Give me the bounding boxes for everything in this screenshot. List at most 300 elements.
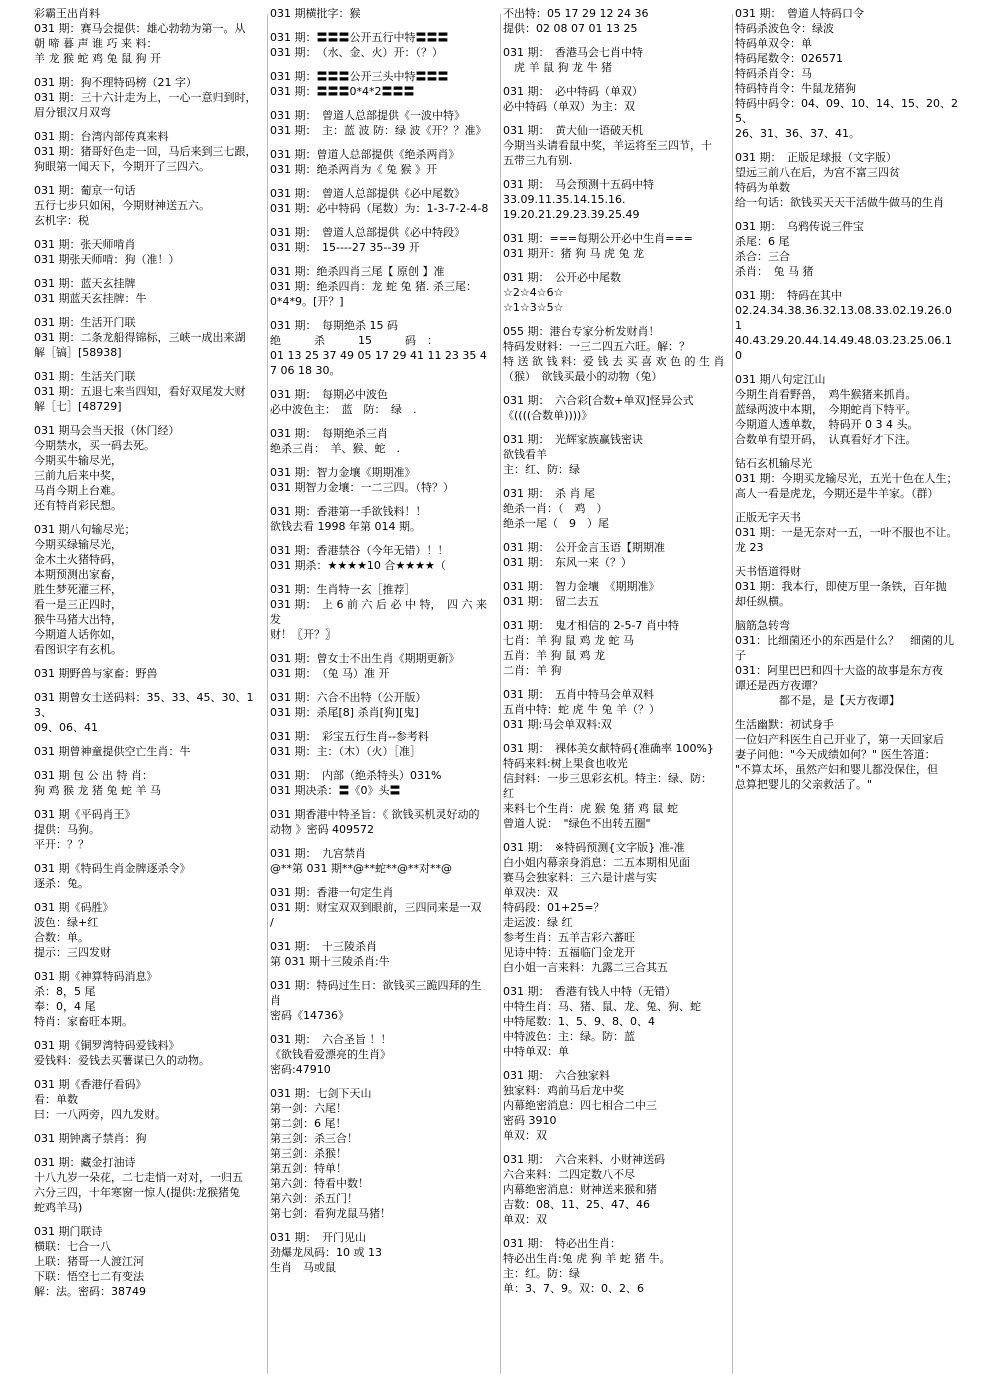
forecast-block	[735, 150, 967, 210]
text-line: 031 期：〓〓〓公开五行中特〓〓〓	[270, 31, 449, 44]
text-line: 吉数：08、11、25、47、46	[503, 1198, 650, 1211]
forecast-block	[270, 186, 498, 216]
text-line: 031 期： 特码在其中	[735, 289, 842, 302]
column-1	[34, 6, 266, 1382]
text-line: 主：红。防：绿	[503, 1267, 580, 1280]
text-line: 031 期张天师啃：狗（准！）	[34, 253, 180, 266]
text-line: 031 期： 六合圣旨 ！！	[270, 1033, 392, 1046]
forecast-block	[503, 687, 731, 732]
forecast-block	[735, 510, 967, 555]
text-line: 031 期决杀：〓《0》头〓	[270, 784, 401, 797]
text-line: 三前九后来中奖，	[34, 469, 122, 482]
text-line: 0	[735, 349, 742, 362]
text-line: 02.24.34.38.36.32.13.08.33.02.19.26.0	[735, 304, 952, 317]
text-line: 看：单数	[34, 1093, 78, 1106]
text-line: 下联：悟空七二有变法	[34, 1270, 144, 1283]
forecast-block	[34, 1038, 266, 1068]
text-line: 031 期： 开门见山	[270, 1231, 366, 1244]
text-line: 1	[735, 319, 742, 332]
text-line: 031 期八句输尽光；	[34, 523, 136, 536]
text-line: 01 13 25 37 49 05 17 29 41 11 23 35 4	[270, 349, 487, 362]
text-line: 031 期：一是无奈对一五，一叶不服也不让。	[735, 526, 958, 539]
forecast-block	[503, 84, 731, 114]
forecast-block	[270, 387, 498, 417]
text-line: 主：红、防：绿	[503, 463, 580, 476]
text-line: 031：比细菌还小的东西是什么？ 细菌的儿	[735, 634, 954, 647]
forecast-block	[270, 978, 498, 1023]
text-line: 提供：马狗。	[34, 823, 100, 836]
text-line: 031 期： 十三陵杀肖	[270, 940, 377, 953]
forecast-block	[34, 744, 266, 759]
text-line: 红	[503, 787, 514, 800]
text-line: 第三剑：杀三合！	[270, 1132, 358, 1145]
text-line: 五行七步只如闲，今期财神送五六。	[34, 199, 210, 212]
text-line: 绝杀一尾（ 9 ）尾	[503, 517, 609, 530]
text-line: 马肖今期上台难。	[34, 484, 122, 497]
text-line: 看一是三正四时，	[34, 598, 122, 611]
text-line: 赛马会独家料：三六是计虐与实	[503, 871, 657, 884]
text-line: 走运波：绿 红	[503, 916, 573, 929]
text-line: 031 期曾神童提供空亡生肖：牛	[34, 745, 191, 758]
text-line: 总算把婴儿的父亲救活了。"	[735, 778, 873, 791]
text-line: 杀尾：6 尾	[735, 235, 790, 248]
text-line: 031 期： 光辉家族赢钱密诀	[503, 433, 643, 446]
text-line: 031 期：绝杀两肖为《 兔 猴 》开	[270, 163, 437, 176]
text-line: 第一剑：六尾！	[270, 1102, 347, 1115]
text-line: 内幕绝密消息：财神送来猴和猪	[503, 1183, 657, 1196]
text-line: 羊 龙 猴 蛇 鸡 兔 鼠 狗 开	[34, 52, 161, 65]
text-line: 内幕绝密消息：四七相合二中三	[503, 1099, 657, 1112]
text-line: 上联：猪哥一人渡江河	[34, 1255, 144, 1268]
text-line: 子	[735, 649, 746, 662]
text-line: 第三剑：杀猴！	[270, 1147, 347, 1160]
text-line: 今期道人透单数， 特码开 0 3 4 头。	[735, 418, 919, 431]
forecast-block	[270, 264, 498, 309]
forecast-block	[34, 1155, 266, 1215]
forecast-block	[503, 984, 731, 1059]
text-line: 狗 鸡 猴 龙 猪 兔 蛇 羊 马	[34, 784, 161, 797]
text-line: 26、31、36、37、41。	[735, 127, 860, 140]
text-line: 劲爆龙凤码：10 或 13	[270, 1246, 382, 1259]
text-line: 第 031 期十三陵杀肖:牛	[270, 955, 390, 968]
text-line: 031 期：生活开门联	[34, 316, 136, 329]
forecast-block	[270, 807, 498, 837]
text-line: 中特波色：主：绿。防：蓝	[503, 1030, 635, 1043]
text-line: 031 期：蓝天玄挂牌	[34, 277, 136, 290]
text-line: ☆2☆4☆6☆	[503, 286, 564, 299]
text-line: 031 期：香港第一手欲钱料！！	[270, 505, 427, 518]
text-line: 参考生肖：五羊吉彩六蕃旺	[503, 931, 635, 944]
text-line: 031 期： 正版足球报（文字版）	[735, 151, 897, 164]
text-line: 031 期： 公开金言玉语【期期准	[503, 541, 665, 554]
text-line: 特码特肖令：牛鼠龙猪狗	[735, 82, 856, 95]
text-line: 特码为单数	[735, 181, 790, 194]
text-line: 第二剑：6 尾！	[270, 1117, 347, 1130]
text-line: 031 期： ※特码预测{文字版} 准-准	[503, 841, 685, 854]
text-line: 特码杀波色令：绿波	[735, 22, 834, 35]
text-line: 单：3、7、9。双：0、2、6	[503, 1282, 644, 1295]
text-line: 《((((合数单))))》	[503, 409, 593, 422]
text-line: 玄机字：税	[34, 214, 89, 227]
forecast-block	[270, 108, 498, 138]
text-line: 必中特码（单双）为主：双	[503, 100, 635, 113]
text-line: 独家料：鸡前马后龙中奖	[503, 1084, 624, 1097]
text-line: 蛇鸡羊马)	[34, 1201, 83, 1214]
forecast-block	[735, 618, 967, 708]
text-line: 33.09.11.35.14.15.16.	[503, 193, 626, 206]
text-line: 绝杀三肖： 羊、猴、蛇 .	[270, 442, 400, 455]
text-line: 中特尾数：1、5、9、8、0、4	[503, 1015, 655, 1028]
text-line: 031 期：绝杀四肖：龙 蛇 兔 猪. 杀三尾：	[270, 280, 477, 293]
text-line: 第七剑：看狗龙鼠马猪！	[270, 1207, 391, 1220]
forecast-block	[503, 741, 731, 831]
text-line: 031 期：生肖特一玄［推荐］	[270, 583, 416, 596]
text-line: 031 期： 留二去五	[503, 595, 599, 608]
text-line: 白小姐一言来料：九露二三合其五	[503, 961, 668, 974]
forecast-block	[34, 423, 266, 513]
text-line: 031 期： 智力金壤 《期期准》	[503, 580, 660, 593]
text-line: 031 期：藏金打油诗	[34, 1156, 136, 1169]
text-line: 031 期： 香港马会七肖中特	[503, 46, 643, 59]
text-line: 031 期：特码过生日：欲钱买三跪四拜的生	[270, 979, 482, 992]
text-line: 今期道人话你如，	[34, 628, 122, 641]
text-line: 第六剑：杀五门！	[270, 1192, 358, 1205]
text-line: 031 期：今期买龙输尽光，五光十色在人生；	[735, 472, 958, 485]
text-line: 今期当头请看鼠中奖，羊运将至三四节，十	[503, 139, 712, 152]
text-line: 031 期： （水、金、火）开：（？）	[270, 46, 443, 59]
text-line: 031 期《特码生肖金牌逐杀令》	[34, 862, 191, 875]
text-line: 必中波色主： 蓝 防： 绿 .	[270, 403, 417, 416]
text-line: ☆1☆3☆5☆	[503, 301, 564, 314]
text-line: 09、06、41	[34, 721, 98, 734]
forecast-block	[34, 315, 266, 360]
text-line: 031 期横批字：猴	[270, 7, 361, 20]
forecast-block	[503, 1236, 731, 1296]
text-line: 031 期《平码肖王》	[34, 808, 136, 821]
forecast-block	[503, 324, 731, 384]
forecast-block	[503, 618, 731, 678]
text-line: 第五剑：特单！	[270, 1162, 347, 1175]
text-line: 解［七］[48729]	[34, 400, 122, 413]
text-line: 031 期： 五肖中特马会单双料	[503, 688, 654, 701]
text-line: 单双决：双	[503, 886, 558, 899]
forecast-block	[735, 6, 967, 141]
forecast-block	[503, 270, 731, 315]
forecast-block	[503, 123, 731, 168]
forecast-block	[34, 183, 266, 228]
text-line: 生肖 马或鼠	[270, 1261, 336, 1274]
forecast-block	[270, 1032, 498, 1077]
text-line: 031 期：猪哥好色走一回，马后来到三七跟，	[34, 145, 257, 158]
text-line: 031 期马会当天报（休门经）	[34, 424, 180, 437]
text-line: 031 期： 每期必中波色	[270, 388, 388, 401]
text-line: 031 期：葡京一句话	[34, 184, 136, 197]
forecast-block	[270, 225, 498, 255]
text-line: 天书悟道得财	[735, 565, 801, 578]
text-line: 本期预测出家畜，	[34, 568, 122, 581]
text-line: 031 期门联诗	[34, 1225, 103, 1238]
forecast-block	[503, 1152, 731, 1227]
text-line: @**第 031 期**@**蛇**@**对**@	[270, 862, 452, 875]
text-line: 031 期： 内部（绝杀特头）031%	[270, 769, 442, 782]
text-line: 031 期曾女士送码料：35、33、45、30、13、	[34, 691, 254, 719]
text-line: 031 期:马会单双料:双	[503, 718, 612, 731]
text-line: 谭还是西方夜谭？	[735, 679, 823, 692]
text-line: 031 期： 马会预测十五码中特	[503, 178, 654, 191]
column-2	[270, 6, 498, 1382]
forecast-block	[34, 690, 266, 735]
text-line: 不出特：05 17 29 12 24 36	[503, 7, 649, 20]
text-line: 031 期：杀尾[8] 杀肖[狗][鬼]	[270, 706, 419, 719]
text-line: 031 期： 特必出生肖：	[503, 1237, 621, 1250]
forecast-block	[270, 6, 498, 21]
text-line: 特码来料:树上果食也收光	[503, 757, 628, 770]
text-line: 曰：一八两旁，四九发财。	[34, 1108, 166, 1121]
text-line: 今期买牛输尽光，	[34, 454, 122, 467]
text-line: 单双：双	[503, 1213, 547, 1226]
text-line: 五肖：羊 狗 鼠 鸡 龙	[503, 649, 605, 662]
text-line: 031 期： （兔 马）准 开	[270, 667, 390, 680]
text-line: 031 期： 裸体美女献特码{准确率 100%}	[503, 742, 714, 755]
text-line: 031 期： 九宫禁肖	[270, 847, 366, 860]
text-line: 0*4*9。[开？]	[270, 295, 344, 308]
text-line: 白小姐内幕亲身消息：二五本期相见面	[503, 856, 690, 869]
text-line: 031 期：〓〓〓0*4*2〓〓〓	[270, 85, 415, 98]
forecast-block	[34, 75, 266, 120]
text-line: 正版无字天书	[735, 511, 801, 524]
text-line: 031 期： 曾道人总部提供《一波中特》	[270, 109, 465, 122]
text-line: 031 期：张天师啃肖	[34, 238, 136, 251]
forecast-block	[735, 288, 967, 363]
text-line: 解：法。密码：38749	[34, 1285, 146, 1298]
forecast-block	[270, 939, 498, 969]
text-line: 031 期： 鬼才相信的 2-5-7 肖中特	[503, 619, 679, 632]
forecast-block	[34, 1131, 266, 1146]
text-line: 031 期： 每期绝杀三肖	[270, 427, 388, 440]
text-line: 031 期杀：★★★★10 合★★★★（	[270, 559, 446, 572]
forecast-block	[735, 456, 967, 501]
text-line: 动物 》密码 409572	[270, 823, 374, 836]
text-line: 031：阿里巴巴和四十大盗的故事是东方夜	[735, 664, 943, 677]
text-line: 今期禁水，买一码去死。	[34, 439, 155, 452]
text-line: 031 期：七剑下天山	[270, 1087, 372, 1100]
text-line: 031 期：狗不理特码榜（21 字）	[34, 76, 197, 89]
forecast-block	[270, 1230, 498, 1275]
text-line: 肖	[270, 994, 281, 1007]
text-line: 爱钱料：爱钱去买薯谋已久的动物。	[34, 1054, 210, 1067]
text-line: 望远三前八在后，为宫不富三四贫	[735, 166, 900, 179]
text-line: 031 期开：猪 狗 马 虎 兔 龙	[503, 247, 644, 260]
text-line: 031 期野兽与家畜：野兽	[34, 667, 158, 680]
text-line: 031 期智力金壤：一二三四。（特？）	[270, 481, 454, 494]
forecast-block	[34, 522, 266, 657]
text-line: 031 期： 必中特码（单双）	[503, 85, 643, 98]
text-line: 031 期蓝天玄挂牌：牛	[34, 292, 147, 305]
text-line: 却任纵横。	[735, 595, 790, 608]
forecast-block	[34, 237, 266, 267]
text-line: 031 期： 香港有钱人中特（无错）	[503, 985, 676, 998]
forecast-block	[503, 231, 731, 261]
text-line: 十八九岁一朵花，二七走悄一对对，一归五	[34, 1171, 243, 1184]
text-line: 《欲钱看爱漂亮的生肖》	[270, 1048, 391, 1061]
text-line: 031 期《香港仔看码》	[34, 1078, 147, 1091]
text-line: 031 期：香港禁谷（今年无错）！！	[270, 544, 449, 557]
text-line: 特肖：家畜旺本期。	[34, 1015, 133, 1028]
text-line: 提供：02 08 07 01 13 25	[503, 22, 638, 35]
text-line: 杀合：三合	[735, 250, 790, 263]
forecast-block	[503, 393, 731, 423]
text-line: （猴） 欲钱买最小的动物（兔）	[503, 370, 663, 383]
text-line: 031 期： 彩宝五行生肖--参考料	[270, 730, 429, 743]
forecast-block	[735, 372, 967, 447]
text-line: 密码《14736》	[270, 1009, 349, 1022]
text-line: 031 期： 曾道人总部提供《必中特段》	[270, 226, 465, 239]
text-line: 朝 啼 暮 声 谁 巧 来 料：	[34, 37, 158, 50]
forecast-block	[735, 717, 967, 792]
forecast-block	[503, 6, 731, 36]
text-line: 031 期钟离子禁肖：狗	[34, 1132, 147, 1145]
forecast-block	[34, 768, 266, 798]
text-line: 一位妇产科医生自己开业了，第一天回家后	[735, 733, 944, 746]
text-line: 单双：双	[503, 1129, 547, 1142]
text-line: 031 期： 六合彩[合数+单双]怪异公式	[503, 394, 694, 407]
forecast-block	[34, 129, 266, 174]
column-divider	[500, 14, 501, 1374]
forecast-block	[270, 768, 498, 798]
text-line: 给一句话：欲钱买天天干活做牛做马的生肖	[735, 196, 944, 209]
text-line: 031 期：台湾内部传真来料	[34, 130, 169, 143]
text-line: 绝 杀 15 码 ：	[270, 334, 438, 347]
text-line: 第六剑：特看中数！	[270, 1177, 369, 1190]
forecast-block	[270, 426, 498, 456]
text-line: 031 期《码胜》	[34, 901, 114, 914]
text-line: 特必出生肖:兔 虎 狗 羊 蛇 猪 牛。	[503, 1252, 671, 1265]
text-line: 五带三九有别.	[503, 154, 573, 167]
text-line: 胜生梦死灌三杯，	[34, 583, 122, 596]
text-line: 中特单双：单	[503, 1045, 569, 1058]
text-line: 虎 羊 鼠 狗 龙 牛 猪	[503, 61, 612, 74]
text-line: 031 期： 六合独家料	[503, 1069, 610, 1082]
forecast-block	[270, 318, 498, 378]
text-line: 今期生肖看野兽， 鸡牛猴猪来抓肖。	[735, 388, 917, 401]
text-line: 妻子问他："今天成绩如何？" 医生答道：	[735, 748, 936, 761]
text-line: 031 期： 每期绝杀 15 码	[270, 319, 398, 332]
text-line: 合数单有望开码， 认真看好才下注。	[735, 433, 917, 446]
text-line: 见诗中特：五福临门金龙开	[503, 946, 635, 959]
text-line: 绝杀一肖：（ 鸡 ）	[503, 502, 608, 515]
text-line: 031 期：必中特码（尾数）为：1-3-7-2-4-8	[270, 202, 489, 215]
text-line: 031 期：主：（木）（火）［准］	[270, 745, 421, 758]
text-line: 031 期香港中特圣旨：《 欲钱买机灵好动的	[270, 808, 480, 821]
text-line: 特 送 欲 钱 料：爱 钱 去 买 喜 欢 色 的 生 肖	[503, 355, 725, 368]
forecast-block	[34, 276, 266, 306]
text-line: 欲钱去看 1998 年第 014 期。	[270, 520, 421, 533]
text-line: 031 期：赛马会提供：雄心勃勃为第一。从	[34, 22, 246, 35]
text-line: 五肖中特：蛇 虎 牛 兔 羊（？）	[503, 703, 660, 716]
text-line: 031 期 包 公 出 特 肖：	[34, 769, 153, 782]
text-line: 特码尾数令：026571	[735, 52, 843, 65]
text-line: 特码杀肖令：马	[735, 67, 812, 80]
text-line: 钻石玄机输尽光	[735, 457, 812, 470]
forecast-block	[34, 1224, 266, 1299]
text-line: 解［镐］[58938]	[34, 346, 122, 359]
text-line: 031 期：绝杀四肖三尾【 原创 】准	[270, 265, 445, 278]
text-line: 031 期： 杀 肖 尾	[503, 487, 595, 500]
forecast-block	[34, 861, 266, 891]
text-line: "不算太坏，虽然产妇和婴儿都没保住，但	[735, 763, 939, 776]
text-line: 财！〖开？〗	[270, 628, 336, 641]
forecast-block	[270, 885, 498, 930]
text-line: 特码段：01+25=？	[503, 901, 605, 914]
forecast-block	[270, 846, 498, 876]
text-line: 031 期： 公开必中尾数	[503, 271, 621, 284]
text-line: 055 期：港台专家分析发财肖！	[503, 325, 660, 338]
forecast-block	[270, 690, 498, 720]
text-line: 彩霸王出肖料	[34, 7, 100, 20]
forecast-block	[503, 45, 731, 75]
text-line: 龙 23	[735, 541, 764, 554]
text-line: 狗眼第一闻天下，今期开了三四六。	[34, 160, 210, 173]
text-line: 来料七个生肖：虎 猴 兔 猪 鸡 鼠 蛇	[503, 802, 678, 815]
text-line: 脑筋急转弯	[735, 619, 790, 632]
forecast-block	[34, 807, 266, 852]
text-line: 031 期《神算特码消息》	[34, 970, 158, 983]
text-line: 031 期：生活关门联	[34, 370, 136, 383]
text-line: 031 期：我本行，即使万里一条铁，百年抛	[735, 580, 947, 593]
forecast-block	[34, 969, 266, 1029]
forecast-block	[270, 1086, 498, 1221]
forecast-block	[34, 900, 266, 960]
text-line: 奉：0，4 尾	[34, 1000, 96, 1013]
forecast-block	[270, 729, 498, 759]
forecast-block	[34, 369, 266, 414]
text-line: 031 期： 主：蓝 波 防：绿 波《开？？准》	[270, 124, 487, 137]
text-line: 曾道人说： "绿色不出转五圈"	[503, 817, 651, 830]
text-line: 六合来料：二四定数八不尽	[503, 1168, 635, 1181]
text-line: 看图识字有玄机。	[34, 643, 122, 656]
forecast-block	[270, 582, 498, 642]
text-line: 031 期： 上 6 前 六 后 必 中 特， 四 六 来 发	[270, 598, 491, 626]
text-line: 生活幽默：初试身手	[735, 718, 834, 731]
text-line: 031 期： 黄大仙一语破天机	[503, 124, 643, 137]
forecast-block	[270, 504, 498, 534]
forecast-block	[735, 219, 967, 279]
text-line: 031 期：智力金壤《期期准》	[270, 466, 416, 479]
forecast-block	[270, 147, 498, 177]
forecast-block	[503, 486, 731, 531]
text-line: 横联：七合一八	[34, 1240, 111, 1253]
text-line: 信封料：一步三思彩玄机。特主：绿、防：	[503, 772, 712, 785]
text-line: 031 期： 曾道人总部提供《必中尾数》	[270, 187, 465, 200]
text-line: 二肖：羊 狗	[503, 664, 562, 677]
text-line: 031 期：六合不出特（公开版）	[270, 691, 427, 704]
forecast-block	[270, 465, 498, 495]
forecast-block	[503, 540, 731, 570]
text-line: 杀：8，5 尾	[34, 985, 96, 998]
forecast-block	[270, 543, 498, 573]
forecast-block	[735, 564, 967, 609]
forecast-block	[34, 6, 266, 66]
text-line: 中特生肖：马、猪、鼠、龙、兔、狗、蛇	[503, 1000, 701, 1013]
forecast-block	[34, 666, 266, 681]
text-line: 合数：单。	[34, 931, 89, 944]
text-line: 031 期：曾道人总部提供《绝杀两肖》	[270, 148, 460, 161]
text-line: 031 期《铜罗湾特码爱钱料》	[34, 1039, 180, 1052]
text-line: 031 期：财宝双双到眼前，三四同来是一双	[270, 901, 482, 914]
text-line: 特码中码令：04、09、10、14、15、20、25、	[735, 97, 958, 125]
column-4	[735, 6, 967, 1382]
forecast-block	[503, 579, 731, 609]
